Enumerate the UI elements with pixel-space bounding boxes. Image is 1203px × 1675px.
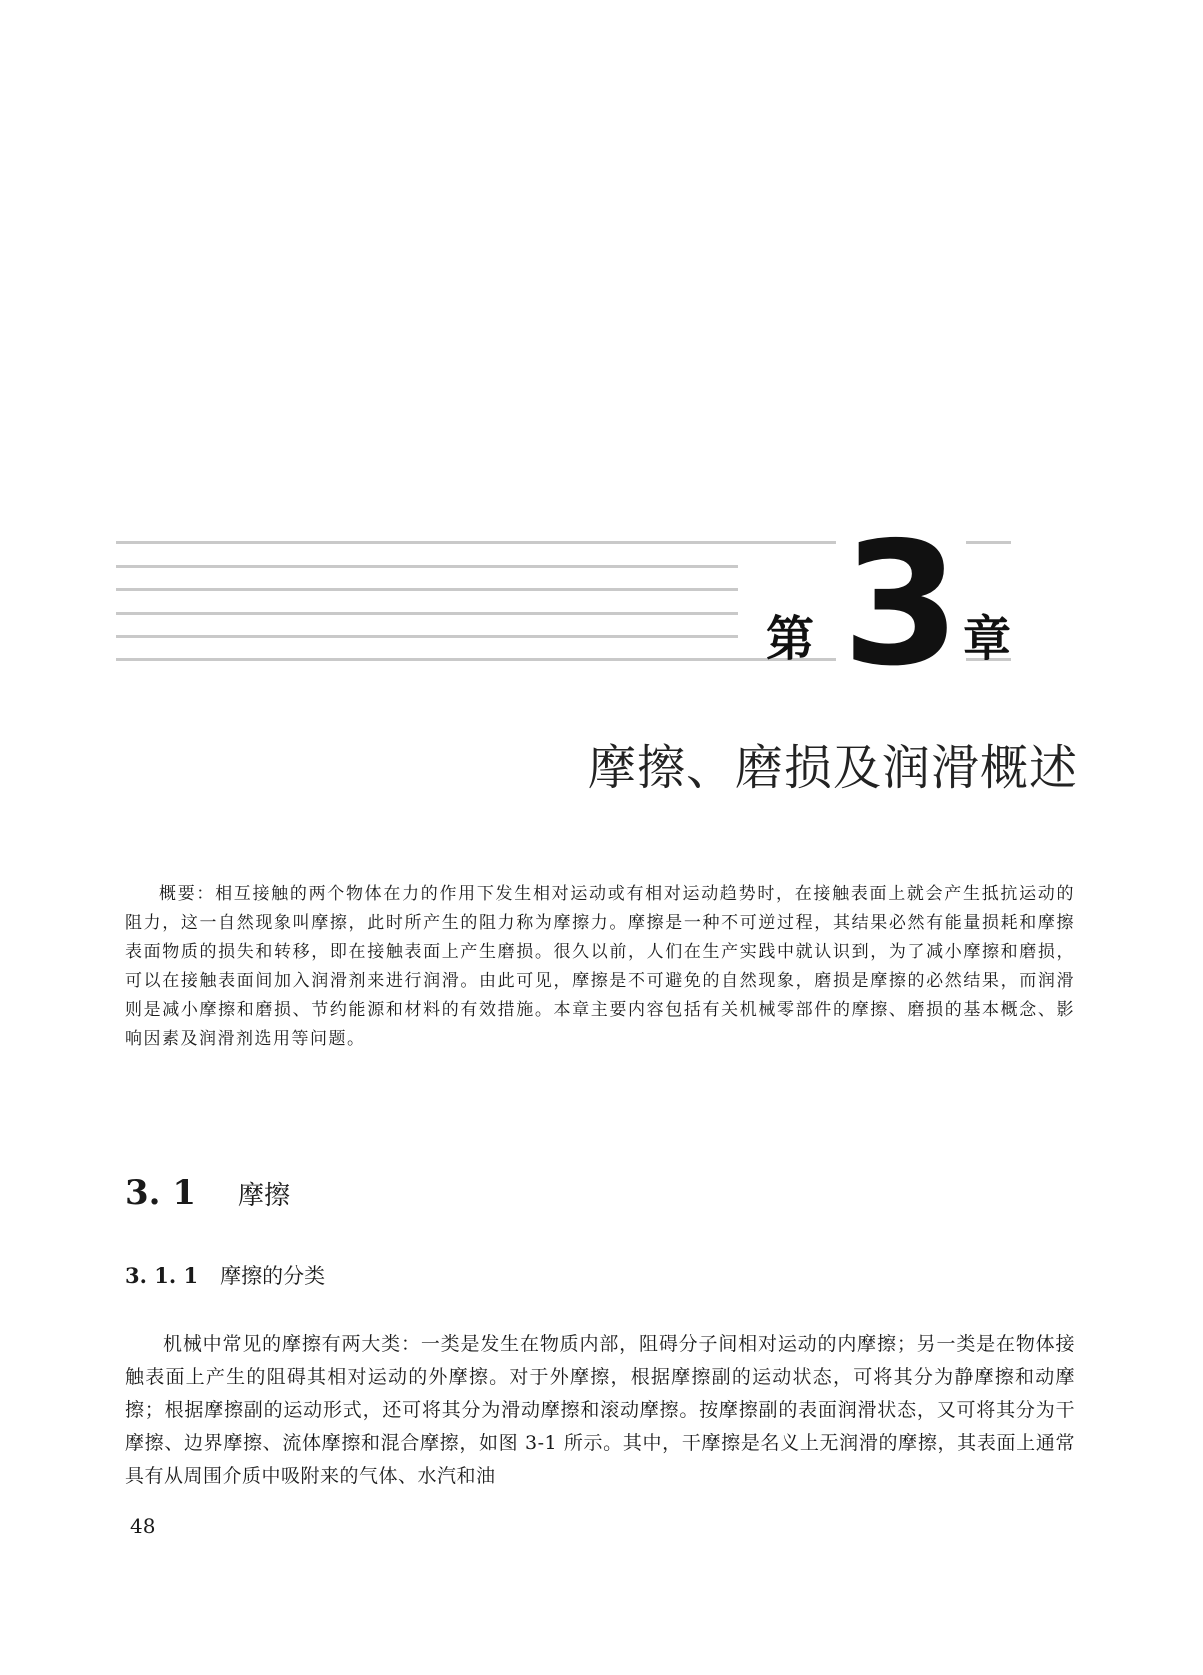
subsection-number: 3. 1. 1 (125, 1263, 199, 1288)
header-rule-5 (116, 635, 738, 638)
section-number: 3. 1 (125, 1173, 196, 1213)
header-rule-4 (116, 612, 738, 615)
subsection-title: 摩擦的分类 (220, 1264, 326, 1288)
body-paragraph: 机械中常见的摩擦有两大类：一类是发生在物质内部，阻碍分子间相对运动的内摩擦；另一类是在物体接触表面上产生的阻碍其相对运动的外摩擦。对于外摩擦，根据摩擦副的运动状态，可将其分为静摩擦和动摩擦；根据摩擦副的运动形式，还可将其分为滑动摩擦和滚动摩擦。按摩擦副的表面润滑状态，又可将其分为干摩擦、边界摩擦、流体摩擦和混合摩擦，如图 3-1 所示。其中，干摩擦是名义上无润滑的摩擦，其表面上通常具有从周围介质中吸附来的气体、水汽和油 (125, 1333, 1075, 1487)
chapter-number: 3 (836, 520, 966, 690)
header-rule-3 (116, 588, 738, 591)
section-heading (125, 1173, 290, 1213)
chapter-word-first: 第 (766, 611, 815, 667)
subsection-heading (125, 1260, 325, 1290)
page-number: 48 (130, 1514, 156, 1538)
chapter-word-last: 章 (963, 611, 1012, 667)
header-rule-2 (116, 565, 738, 568)
section-title: 摩擦 (238, 1181, 291, 1211)
chapter-title: 摩擦、磨损及润滑概述 (587, 740, 1078, 796)
chapter-abstract: 概要：相互接触的两个物体在力的作用下发生相对运动或有相对运动趋势时，在接触表面上就会产生抵抗运动的阻力，这一自然现象叫摩擦，此时所产生的阻力称为摩擦力。摩擦是一种不可逆过程，其结果必然有能量损耗和摩擦表面物质的损失和转移，即在接触表面上产生磨损。很久以前，人们在生产实践中就认识到，为了减小摩擦和磨损，可以在接触表面间加入润滑剂来进行润滑。由此可见，摩擦是不可避免的自然现象，磨损是摩擦的必然结果，而润滑则是减小摩擦和磨损、节约能源和材料的有效措施。本章主要内容包括有关机械零部件的摩擦、磨损的基本概念、影响因素及润滑剂选用等问题。 (125, 884, 1075, 1049)
